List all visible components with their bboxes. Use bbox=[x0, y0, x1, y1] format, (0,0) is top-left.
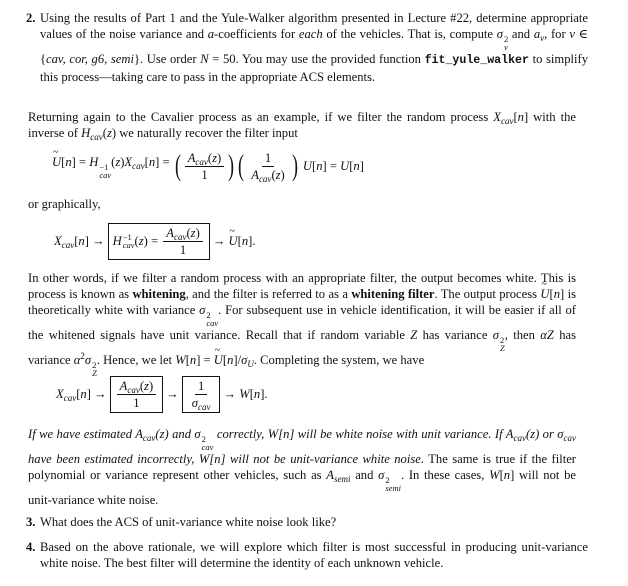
item-4 bbox=[26, 539, 588, 571]
equation-inverse-filter: ~ U[n] = H −1 cav $(z)X_{cav}[n]$ = ( $\frac{A_{cav}(z)}{1}$ ) ( $\frac{1}{A_{cav}(z)}$ ) U[n] = U[n] bbox=[52, 146, 364, 186]
paragraph-estimation: If we have estimated $A_{cav}(z)$ and σ 2 cav correctly, W[n] will be white noise with unit variance. If $A_{cav}(z)$ or $\sigma_{cav}$ have been estimated incorrectly, W[n] will not be unit-variance white noise. The same is true if the filter polynomial or variance represent other vehicles, such as $A_{semi}$ and σ 2 semi . In these cases, W[n] will not be unit-variance white noise. bbox=[28, 427, 577, 508]
item-3-number: 3. bbox=[26, 515, 36, 529]
item-2 bbox=[26, 10, 589, 86]
item-2-text: Using the results of Part 1 and the Yule-Walker algorithm presented in Lecture #22, determine appropriate values of the noise variance and a-coefficients for each of the vehicles. That is, compute σ 2 v and $a_v$, for v ∈ {cav, cor, g6, semi}. Use order N = 50. You may use the provided function fit_yule_walker to simplify this process—taking care to pass in the appropriate ACS elements. bbox=[40, 11, 589, 85]
equation-block-diagram-2: $X_{cav}[n]$ → $\frac{A_{cav}(z)}{1}$ → $\frac{1}{\sigma_{cav}}$ → W[n]. bbox=[56, 375, 268, 413]
item-3-text: What does the ACS of unit-variance white noise look like? bbox=[40, 515, 337, 529]
item-3 bbox=[26, 514, 588, 530]
or-graphically-text: or graphically, bbox=[28, 197, 101, 211]
paragraph-whitening: In other words, if we filter a random process with an appropriate filter, the output becomes white. This is process is known as whitening, and the filter is referred to as a whitening filter. The output process ~ U[n] is theoretically white with variance σ 2 cav . For subsequent use in vehicle identification, it will be easier if all of the whitened signals have unit variance. Recall that if random variable Z has variance σ 2 Z , then αZ has variance $\alpha^2\sigma$ 2 Z . Hence, we let W[n] = ~ $U[n]/\sigma_U$. Completing the system, we have bbox=[28, 270, 576, 377]
item-4-number: 4. bbox=[26, 540, 36, 554]
equation-block-diagram-1: $X_{cav}[n]$ → H −1 cav ( z ) = $\frac{A_{cav}(z)}{1}$ → ~ U[n]. bbox=[54, 222, 255, 260]
filter-box-sigma: $\frac{1}{\sigma_{cav}}$ bbox=[182, 376, 221, 413]
item-2-number: 2. bbox=[26, 11, 36, 25]
filter-box-inverse: H −1 cav ( z ) = $\frac{A_{cav}(z)}{1}$ bbox=[108, 223, 210, 260]
filter-box-a: $\frac{A_{cav}(z)}{1}$ bbox=[110, 376, 164, 413]
item-4-text: Based on the above rationale, we will explore which filter is most successful in producing unit-variance white noise. The best filter will determine the identity of each unknown vehicle. bbox=[40, 540, 588, 571]
paragraph-cavalier: Returning again to the Cavalier process as an example, if we filter the random process $X_{cav}[n]$ with the inverse of $H_{cav}(z)$ we naturally recover the filter input bbox=[28, 110, 576, 143]
